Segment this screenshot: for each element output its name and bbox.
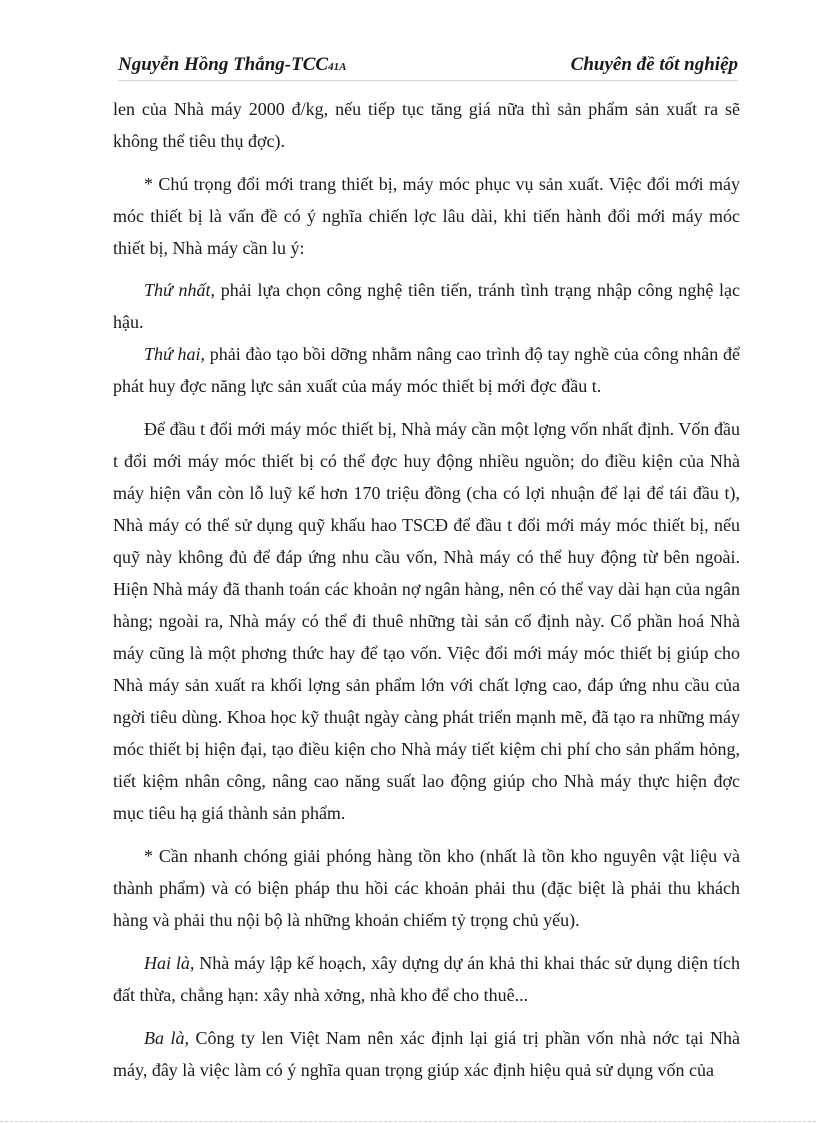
paragraph-text: Công ty len Việt Nam nên xác định lại giá trị phần vốn nhà nớc tại Nhà máy, đây là việc làm có ý nghĩa quan trọng giúp xác định hiệu quả sử dụng vốn của bbox=[113, 1028, 741, 1080]
author-name: Nguyễn Hồng Thắng-TCC bbox=[118, 54, 329, 75]
paragraph-lead: Hai là, bbox=[144, 953, 195, 973]
paragraph bbox=[113, 840, 740, 936]
page-header bbox=[118, 54, 738, 80]
paragraph-text: * Cần nhanh chóng giải phóng hàng tồn kho (nhất là tồn kho nguyên vật liệu và thành phẩm) và có biện pháp thu hồi các khoản phải thu (đặc biệt là phải thu khách hàng và phải thu nội bộ là những khoản chiếm tỷ trọng chủ yếu). bbox=[113, 846, 740, 930]
paragraph bbox=[113, 338, 740, 402]
paragraph-text: * Chú trọng đổi mới trang thiết bị, máy móc phục vụ sản xuất. Việc đổi mới máy móc thiết bị là vấn đề có ý nghĩa chiến lợc lâu dài, khi tiến hành đổi mới máy móc thiết bị, Nhà máy cần lu ý: bbox=[113, 174, 740, 258]
paragraph-text: Nhà máy lập kế hoạch, xây dựng dự án khả thi khai thác sử dụng diện tích đất thừa, chẳng hạn: xây nhà xởng, nhà kho để cho thuê... bbox=[113, 953, 740, 1005]
paragraph bbox=[113, 413, 740, 829]
paragraph bbox=[113, 168, 740, 264]
paragraph bbox=[113, 1022, 740, 1086]
paragraph bbox=[113, 947, 740, 1011]
header-divider bbox=[118, 80, 738, 81]
paragraph-text: phải đào tạo bồi dỡng nhằm nâng cao trình độ tay nghề của công nhân để phát huy đợc năng lực sản xuất của máy móc thiết bị mới đợc đầu t. bbox=[113, 344, 740, 396]
paragraph-text: phải lựa chọn công nghệ tiên tiến, tránh tình trạng nhập công nghệ lạc hậu. bbox=[113, 280, 740, 332]
paragraph-lead: Thứ nhất, bbox=[144, 280, 216, 300]
document-body bbox=[113, 93, 740, 1086]
paragraph bbox=[113, 93, 740, 157]
page-bottom-edge bbox=[0, 1121, 816, 1122]
paragraph bbox=[113, 274, 740, 338]
paragraph-lead: Ba là, bbox=[144, 1028, 189, 1048]
author-class: 41A bbox=[328, 61, 347, 73]
document-type-header: Chuyên đề tốt nghiệp bbox=[570, 54, 738, 75]
paragraph-lead: Thứ hai, bbox=[144, 344, 206, 364]
author-header bbox=[118, 54, 346, 76]
paragraph-text: Để đầu t đổi mới máy móc thiết bị, Nhà máy cần một lợng vốn nhất định. Vốn đầu t đổi mới máy móc thiết bị có thể đợc huy động nhiều nguồn; do điều kiện của Nhà máy hiện vẫn còn lỗ luỹ kế hơn 170 triệu đồng (cha có lợi nhuận để lại để tái đầu t), Nhà máy có thể sử dụng quỹ khấu hao TSCĐ để đầu t đổi mới máy móc thiết bị, nếu quỹ này không đủ để đáp ứng nhu cầu vốn, Nhà máy có thể huy động từ bên ngoài. Hiện Nhà máy đã thanh toán các khoản nợ ngân hàng, nên có thể vay dài hạn của ngân hàng; ngoài ra, Nhà máy có thể đi thuê những tài sản cố định này. Cổ phần hoá Nhà máy cũng là một phơng thức hay để tạo vốn. Việc đổi mới máy móc thiết bị giúp cho Nhà máy sản xuất ra khối lợng sản phẩm lớn với chất lợng cao, đáp ứng nhu cầu của ngời tiêu dùng. Khoa học kỹ thuật ngày càng phát triển mạnh mẽ, đã tạo ra những máy móc thiết bị hiện đại, tạo điều kiện cho Nhà máy tiết kiệm chi phí cho sản phẩm hỏng, tiết kiệm nhân công, nâng cao năng suất lao động giúp cho Nhà máy thực hiện đợc mục tiêu hạ giá thành sản phẩm. bbox=[113, 419, 740, 823]
paragraph-text: len của Nhà máy 2000 đ/kg, nếu tiếp tục tăng giá nữa thì sản phẩm sản xuất ra sẽ không thể tiêu thụ đợc). bbox=[113, 99, 740, 151]
